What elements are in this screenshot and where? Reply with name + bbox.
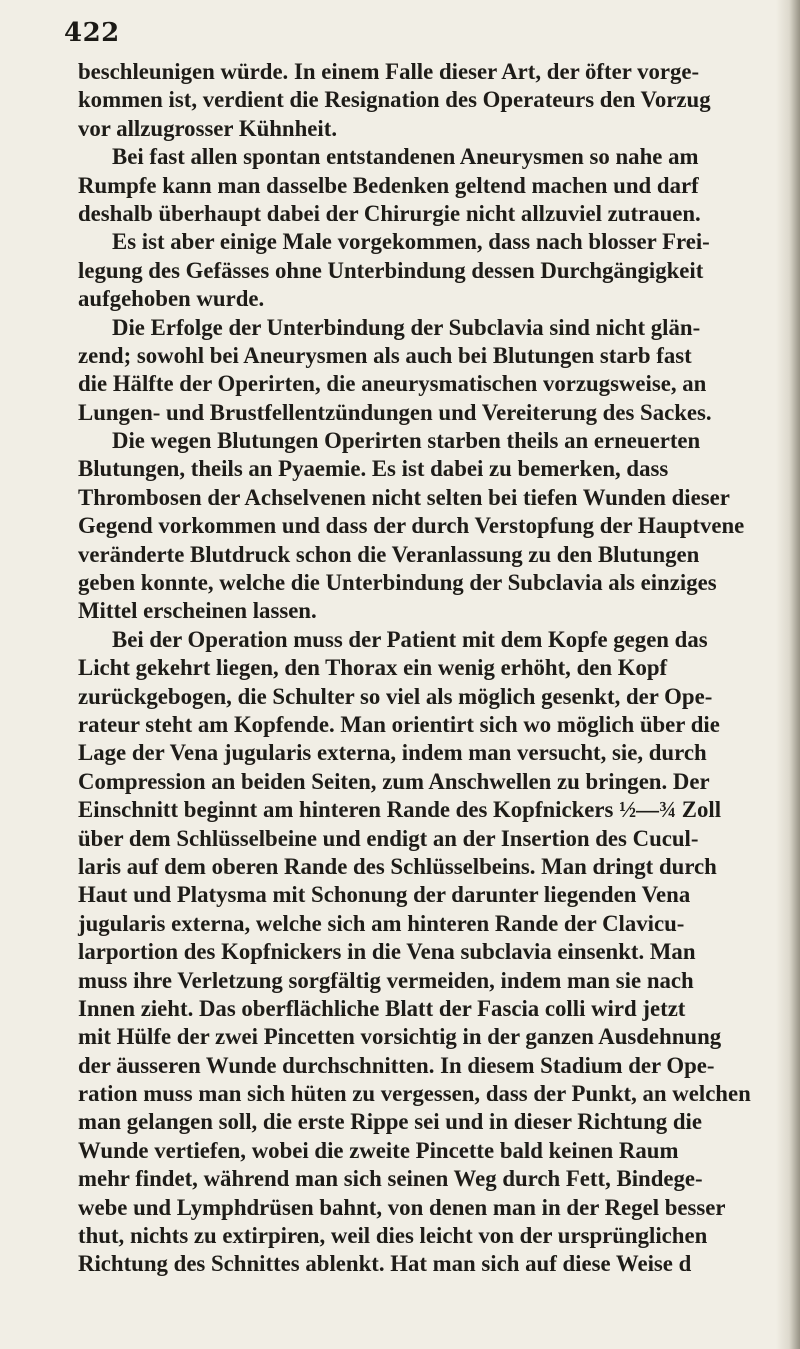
- text-line: die Hälfte der Operirten, die aneurysmatischen vorzugsweise, an: [78, 371, 707, 397]
- text-line: Gegend vorkommen und dass der durch Verstopfung der Hauptvene: [78, 513, 745, 539]
- text-line: Es ist aber einige Male vorgekommen, dass nach blosser Frei-: [112, 229, 710, 255]
- text-line: zurückgebogen, die Schulter so viel als möglich gesenkt, der Ope-: [78, 683, 713, 709]
- text-line: Innen zieht. Das oberflächliche Blatt der Fascia colli wird jetzt: [78, 995, 686, 1021]
- text-line: mehr findet, während man sich seinen Weg durch Fett, Bindege-: [78, 1166, 703, 1192]
- text-line: veränderte Blutdruck schon die Veranlassung zu den Blutungen: [78, 541, 700, 567]
- text-line: laris auf dem oberen Rande des Schlüsselbeins. Man dringt durch: [78, 853, 717, 879]
- text-line: beschleunigen würde. In einem Falle dieser Art, der öfter vorge-: [78, 59, 700, 84]
- text-line: Richtung des Schnittes ablenkt. Hat man sich auf diese Weise d: [78, 1251, 692, 1277]
- text-line: Mittel erscheinen lassen.: [78, 598, 317, 624]
- text-line: Wunde vertiefen, wobei die zweite Pincette bald keinen Raum: [78, 1137, 679, 1163]
- text-line: Compression an beiden Seiten, zum Anschwellen zu bringen. Der: [78, 768, 710, 794]
- page-edge-shadow: [776, 0, 800, 1349]
- text-line: Einschnitt beginnt am hinteren Rande des Kopfnickers ½—¾ Zoll: [78, 797, 722, 823]
- text-line: Bei fast allen spontan entstandenen Aneurysmen so nahe am: [112, 144, 699, 170]
- text-line: Die Erfolge der Unterbindung der Subclavia sind nicht glän-: [112, 314, 701, 340]
- text-line: über dem Schlüsselbeine und endigt an der Insertion des Cucul-: [78, 825, 699, 851]
- text-line: Haut und Platysma mit Schonung der darunter liegenden Vena: [78, 882, 691, 908]
- text-line: webe und Lymphdrüsen bahnt, von denen man in der Regel besser: [78, 1194, 726, 1220]
- text-line: mit Hülfe der zwei Pincetten vorsichtig in der ganzen Ausdehnung: [78, 1024, 722, 1050]
- text-line: Lungen- und Brustfellentzündungen und Vereiterung des Sackes.: [78, 399, 712, 425]
- text-line: deshalb überhaupt dabei der Chirurgie nicht allzuviel zutrauen.: [78, 200, 701, 226]
- text-line: geben konnte, welche die Unterbindung der Subclavia als einziges: [78, 570, 717, 596]
- body-text: [78, 58, 800, 1279]
- text-line: aufgehoben wurde.: [78, 286, 265, 312]
- text-line: man gelangen soll, die erste Rippe sei und in dieser Richtung die: [78, 1109, 703, 1135]
- text-line: kommen ist, verdient die Resignation des Operateurs den Vorzug: [78, 87, 711, 113]
- text-line: Die wegen Blutungen Operirten starben theils an erneuerten: [112, 428, 701, 454]
- text-line: muss ihre Verletzung sorgfältig vermeiden, indem man sie nach: [78, 967, 694, 993]
- text-line: larportion des Kopfnickers in die Vena subclavia einsenkt. Man: [78, 939, 696, 965]
- text-line: Licht gekehrt liegen, den Thorax ein wenig erhöht, den Kopf: [78, 655, 668, 681]
- text-line: jugularis externa, welche sich am hinteren Rande der Clavicu-: [78, 910, 685, 936]
- text-line: Lage der Vena jugularis externa, indem man versucht, sie, durch: [78, 740, 707, 766]
- text-line: der äusseren Wunde durchschnitten. In diesem Stadium der Ope-: [78, 1052, 715, 1078]
- text-line: thut, nichts zu extirpiren, weil dies leicht von der ursprünglichen: [78, 1223, 708, 1249]
- text-line: legung des Gefässes ohne Unterbindung dessen Durchgängigkeit: [78, 257, 704, 283]
- text-line: Rumpfe kann man dasselbe Bedenken geltend machen und darf: [78, 172, 699, 198]
- text-line: Bei der Operation muss der Patient mit dem Kopfe gegen das: [112, 626, 708, 652]
- text-line: vor allzugrosser Kühnheit.: [78, 115, 338, 141]
- text-line: rateur steht am Kopfende. Man orientirt sich wo möglich über die: [78, 711, 720, 737]
- page-number: 422: [64, 18, 120, 48]
- text-line: Thrombosen der Achselvenen nicht selten bei tiefen Wunden dieser: [78, 484, 730, 510]
- text-line: ration muss man sich hüten zu vergessen, dass der Punkt, an welchen: [78, 1081, 751, 1107]
- text-line: Blutungen, theils an Pyaemie. Es ist dabei zu bemerken, dass: [78, 456, 669, 482]
- text-line: zend; sowohl bei Aneurysmen als auch bei Blutungen starb fast: [78, 342, 692, 368]
